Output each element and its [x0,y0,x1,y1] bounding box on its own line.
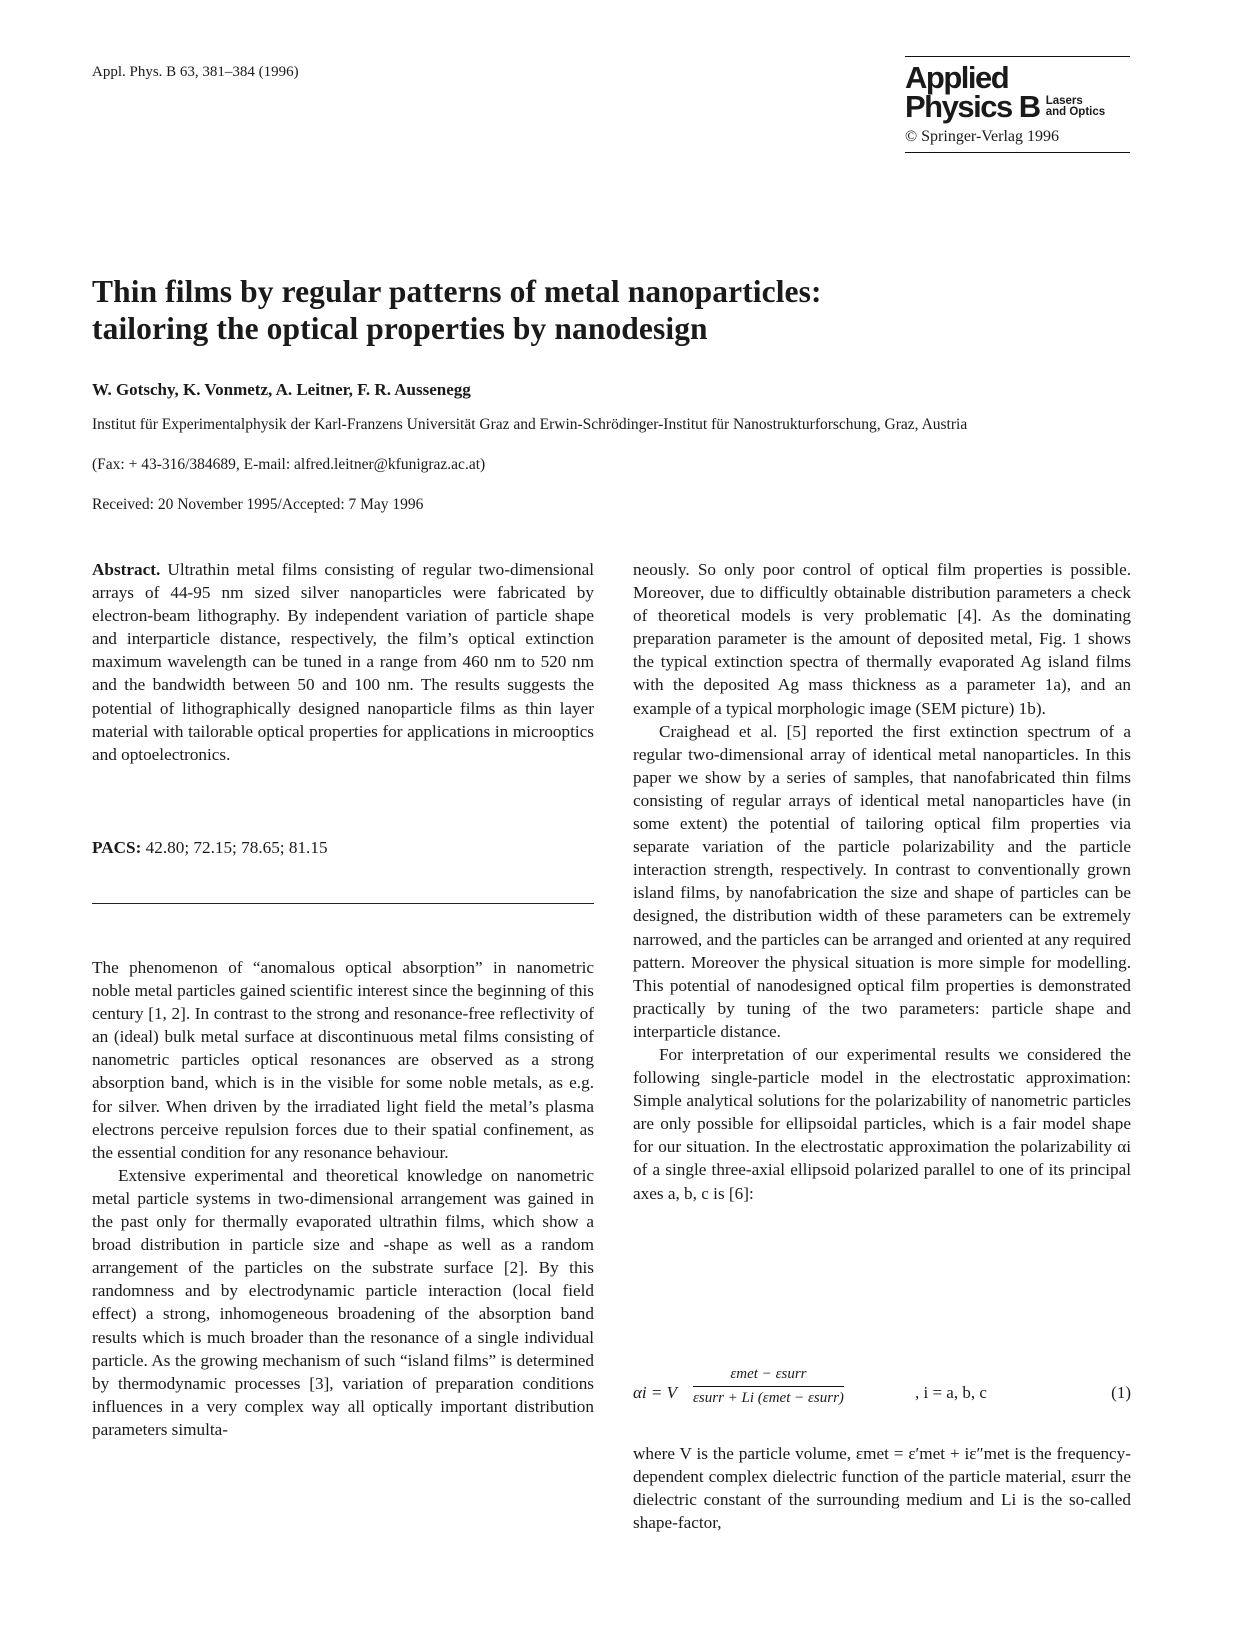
authors: W. Gotschy, K. Vonmetz, A. Leitner, F. R. Aussenegg [92,380,471,399]
received-date: Received: 20 November 1995/Accepted: 7 May 1996 [92,496,424,513]
journal-logo [905,60,1130,125]
pacs-value: 42.80; 72.15; 78.65; 81.15 [141,838,328,857]
journal-logo-word1: Applied [905,60,1009,95]
paragraph: For interpretation of our experimental results we considered the following single-particle model in the electrostatic approximation: Simple analytical solutions for the polarizability of nanometric particles are only possible for ellipsoidal particles, which is a fair model shape for our situation. In the electrostatic approximation the polarizability αi of a single three-axial ellipsoid polarized parallel to one of its principal axes a, b, c is [6]: [633,1044,1131,1203]
affiliation: Institut für Experimentalphysik der Karl-Franzens Universität Graz and Erwin-Schrödinger-Institut für Nanostrukturforschung, Graz, Austria [92,416,968,433]
equation-tail: , i = a, b, c [915,1383,987,1402]
pacs-label: PACS: [92,838,142,857]
pacs [92,838,328,858]
contact-info: (Fax: + 43-316/384689, E-mail: alfred.leitner@kfunigraz.ac.at) [92,456,486,473]
body-right-column-continued [633,1442,1131,1534]
journal-logo-subtitle: Lasers and Optics [1045,94,1106,119]
journal-logo-word2: Physics B [905,89,1040,125]
paragraph: The phenomenon of “anomalous optical absorption” in nanometric noble metal particles gained scientific interest since the beginning of this century [1, 2]. In contrast to the strong and resonance-free reflectivity of an (ideal) bulk metal surface at discontinuous metal films consisting of nanometric particles optical resonances are observed as a strong absorption band, which is in the visible for some noble metals, as e.g. for silver. When driven by the irradiated light field the metal’s plasma electrons perceive repulsion forces due to their spatial confinement, as the essential condition for any resonance behaviour. [92,958,594,1162]
title-line-2: tailoring the optical properties by nanodesign [92,311,708,347]
abstract-text: Ultrathin metal films consisting of regular two-dimensional arrays of 44-95 nm sized silver nanoparticles were fabricated by electron-beam lithography. By independent variation of particle shape and interparticle distance, respectively, the film’s optical extinction maximum wavelength can be tuned in a range from 460 nm to 520 nm and the bandwidth between 50 and 100 nm. The results suggests the potential of lithographically designed nanoparticle films as thin layer material with tailorable optical properties for applications in microoptics and optoelectronics. [92,560,594,764]
body-right-column [633,558,1131,1205]
section-divider [92,903,594,904]
abstract [92,558,594,766]
equation-lhs: αi = V [633,1383,678,1402]
paragraph: where V is the particle volume, εmet = ε′met + iε″met is the frequency-dependent complex dielectric function of the particle material, εsurr the dielectric constant of the surrounding medium and Li is the so-called shape-factor, [633,1444,1131,1533]
equation-1 [633,1366,1131,1422]
equation-numerator: εmet − εsurr [730,1366,807,1382]
abstract-label: Abstract. [92,560,161,579]
title-line-1: Thin films by regular patterns of metal nanoparticles: [92,274,822,309]
citation: Appl. Phys. B 63, 381–384 (1996) [92,64,299,80]
equation-fraction [693,1366,844,1407]
equation-number: (1) [1111,1383,1131,1402]
equation-denominator: εsurr + Li (εmet − εsurr) [693,1390,844,1406]
journal-block [905,56,1130,153]
paragraph: Craighead et al. [5] reported the first extinction spectrum of a regular two-dimensional array of identical metal nanoparticles. In this paper we show by a series of samples, that nanofabricated thin films consisting of regular arrays of identical metal nanoparticles have (in some extent) the potential of tailoring optical film properties via separate variation of the particle polarizability and the particle interaction strength, respectively. In contrast to conventionally grown island films, by nanofabrication the size and shape of particles can be designed, the distribution width of these parameters can be extremely narrowed, and the particles can be arranged and oriented at any required pattern. Moreover the physical situation is more simple for modelling. This potential of nanodesigned optical film properties is demonstrated practically by tuning of the two parameters: particle shape and interparticle distance. [633,721,1131,1041]
journal-bottom-rule [905,152,1130,153]
paragraph: neously. So only poor control of optical film properties is possible. Moreover, due to difficultly obtainable distribution parameters a check of theoretical models is very problematic [4]. As the dominating preparation parameter is the amount of deposited metal, Fig. 1 shows the typical extinction spectra of thermally evaporated Ag island films with the deposited Ag mass thickness as a parameter 1a), and an example of a typical morphologic image (SEM picture) 1b). [633,560,1131,718]
copyright: © Springer-Verlag 1996 [905,127,1060,145]
paragraph: Extensive experimental and theoretical knowledge on nanometric metal particle systems in two-dimensional arrangement was gained in the past only for thermally evaporated ultrathin films, which show a broad distribution in particle size and -shape as well as a random arrangement of the particles on the substrate surface [2]. By this randomness and by electrodynamic particle interaction (local field effect) a strong, inhomogeneous broadening of the absorption band results which is much broader than the resonance of a single individual particle. As the growing mechanism of such “island films” is determined by thermodynamic processes [3], variation of preparation conditions influences in a very complex way all optically important distribution parameters simulta- [92,1165,594,1439]
journal-top-rule [905,56,1130,57]
article-title [92,273,822,347]
body-left-column [92,956,594,1441]
